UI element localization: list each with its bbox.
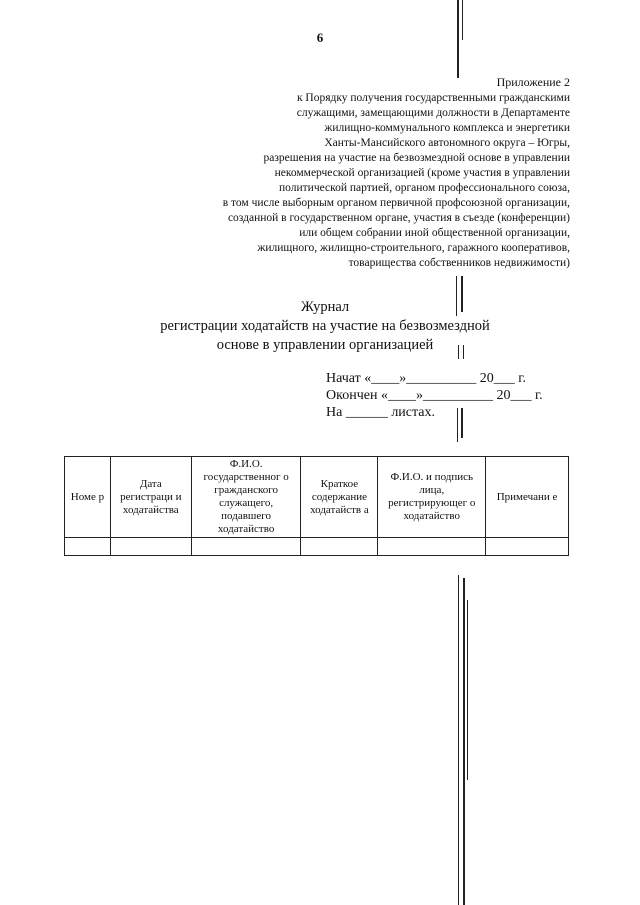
scan-line: [467, 600, 468, 780]
appendix-line: Ханты-Мансийского автономного округа – Югры,: [324, 137, 570, 149]
journal-subtitle: основе в управлении организацией: [216, 337, 434, 353]
appendix-line: товарищества собственников недвижимости): [348, 257, 570, 269]
scan-line: [458, 575, 459, 905]
table-row: [65, 538, 569, 556]
dates-block: [326, 370, 586, 421]
appendix-line: разрешения на участие на безвозмездной основе в управлении: [263, 152, 570, 164]
table-cell: [191, 538, 301, 556]
table-cell: [486, 538, 569, 556]
column-header-registrar: Ф.И.О. и подпись лица, регистрирующег о ходатайство: [378, 457, 486, 538]
appendix-line: или общем собрании иной общественной организации,: [299, 227, 570, 239]
started-date-line: Начат «____»__________ 20___ г.: [326, 371, 526, 386]
column-header-date: Дата регистраци и ходатайства: [110, 457, 191, 538]
appendix-line: в том числе выборным органом первичной профсоюзной организации,: [222, 197, 570, 209]
ended-date-line: Окончен «____»__________ 20___ г.: [326, 388, 543, 403]
column-header-number: Номе р: [65, 457, 111, 538]
journal-title: Журнал: [300, 299, 350, 315]
appendix-line: жилищно-коммунального комплекса и энергетики: [324, 122, 570, 134]
appendix-line: служащими, замещающими должности в Департаменте: [296, 107, 570, 119]
scan-line: [463, 578, 465, 905]
table-cell: [301, 538, 378, 556]
appendix-line: некоммерческой организацией (кроме участия в управлении: [274, 167, 570, 179]
register-table: [64, 456, 569, 556]
appendix-line: созданной в государственном органе, участия в съезде (конференции): [227, 212, 570, 224]
appendix-block: [140, 75, 570, 271]
table-cell: [378, 538, 486, 556]
appendix-line: жилищного, жилищно-строительного, гаражного кооперативов,: [257, 242, 570, 254]
table-cell: [65, 538, 111, 556]
table-cell: [110, 538, 191, 556]
sheets-count-line: На ______ листах.: [326, 405, 436, 420]
journal-subtitle: регистрации ходатайств на участие на безвозмездной: [160, 318, 490, 334]
appendix-line: политической партией, органом профессионального союза,: [279, 182, 570, 194]
table-header-row: [65, 457, 569, 538]
column-header-notes: Примечани е: [486, 457, 569, 538]
column-header-applicant: Ф.И.О. государственног о гражданского служащего, подавшего ходатайство: [191, 457, 301, 538]
page-number: 6: [316, 30, 324, 45]
column-header-summary: Краткое содержание ходатайств а: [301, 457, 378, 538]
appendix-line: к Порядку получения государственными гражданскими: [296, 92, 570, 104]
journal-heading: [0, 298, 640, 355]
appendix-title: Приложение 2: [496, 75, 570, 89]
